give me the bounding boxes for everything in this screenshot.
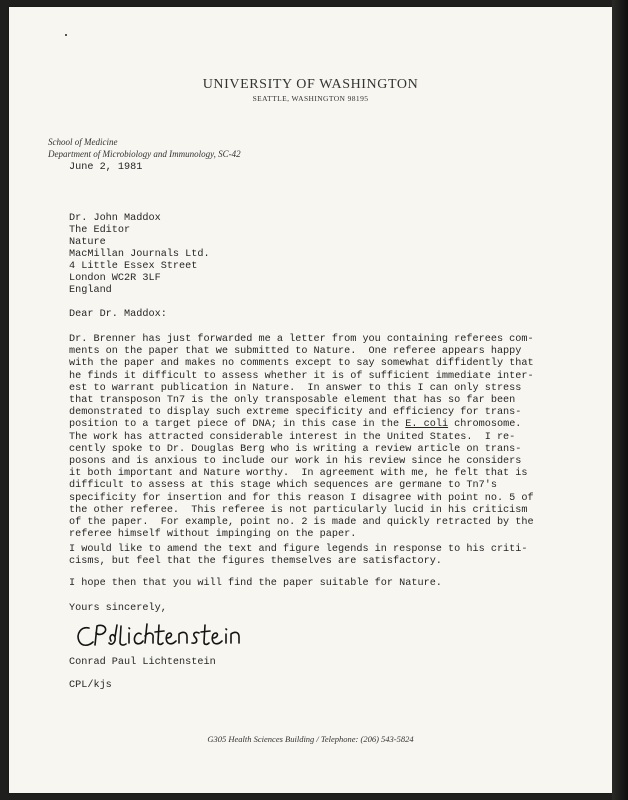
department-name: Department of Microbiology and Immunology, SC-42: [48, 149, 241, 159]
body-line: est to warrant publication in Nature. In answer to this I can only stress: [69, 382, 522, 394]
body-paragraph-3: I hope then that you will find the paper suitable for Nature.: [69, 578, 442, 589]
recipient-street: 4 Little Essex Street: [69, 261, 198, 272]
scan-border: [612, 0, 628, 800]
body-line: of the paper. For example, point no. 2 is made and quickly retracted by the: [69, 517, 534, 529]
body-text: chromosome.: [448, 419, 522, 431]
paper-mark: [65, 34, 67, 36]
salutation: Dear Dr. Maddox:: [69, 309, 167, 320]
university-city: SEATTLE, WASHINGTON 98195: [252, 94, 369, 103]
body-text: position to a target piece of DNA; in this case in the: [69, 419, 400, 431]
recipient-city: London WC2R 3LF: [69, 273, 161, 284]
body-line: [69, 419, 529, 431]
body-line: that transposon Tn7 is the only transposable element that has so far been: [69, 395, 516, 407]
body-paragraph-2: [69, 544, 529, 568]
typist-initials: CPL/kjs: [69, 680, 112, 691]
body-line: cently spoke to Dr. Douglas Berg who is writing a review article on trans-: [69, 443, 522, 455]
body-line: demonstrated to display such extreme specificity and efficiency for trans-: [69, 407, 522, 419]
recipient-country: England: [69, 285, 112, 296]
body-line: I would like to amend the text and figure legends in response to his criti-: [69, 544, 528, 555]
body-line: difficult to assess at this stage which sequences are germane to Tn7's: [69, 480, 497, 492]
recipient-company: MacMillan Journals Ltd.: [69, 249, 210, 260]
letter-page: [9, 7, 612, 793]
handwritten-signature: [75, 619, 245, 653]
body-line: cisms, but feel that the figures themselves are satisfactory.: [69, 556, 442, 568]
body-line: the other referee. This referee is not particularly lucid in his criticism: [69, 504, 528, 516]
body-line: The work has attracted considerable interest in the United States. I re-: [69, 431, 516, 443]
body-line: it both important and Nature worthy. In agreement with me, he felt that is: [69, 468, 528, 480]
organism-name: E. coli: [405, 419, 449, 431]
body-line: he finds it difficult to assess whether it is of sufficient immediate inter-: [69, 370, 534, 382]
school-name: School of Medicine: [48, 137, 118, 147]
body-line: referee himself without impinging on the paper.: [69, 529, 357, 541]
letter-date: June 2, 1981: [69, 162, 143, 173]
body-line: Dr. Brenner has just forwarded me a letter from you containing referees com-: [69, 334, 534, 345]
body-line: with the paper and makes no comments except to say somewhat diffidently that: [69, 358, 534, 370]
recipient-publication: Nature: [69, 237, 106, 248]
body-paragraph-1: [69, 334, 534, 541]
recipient-title: The Editor: [69, 225, 131, 236]
university-name: UNIVERSITY OF WASHINGTON: [202, 77, 419, 92]
closing: Yours sincerely,: [69, 603, 167, 614]
letterhead-footer: G305 Health Sciences Building / Telephone: (206) 543-5824: [207, 734, 414, 744]
body-line: posons and is anxious to include our work in his review since he considers: [69, 456, 522, 468]
recipient-name: Dr. John Maddox: [69, 213, 161, 224]
signer-name: Conrad Paul Lichtenstein: [69, 657, 216, 668]
body-line: ments on the paper that we submitted to Nature. One referee appears happy: [69, 346, 522, 358]
body-line: specificity for insertion and for this reason I disagree with point no. 5 of: [69, 492, 534, 504]
